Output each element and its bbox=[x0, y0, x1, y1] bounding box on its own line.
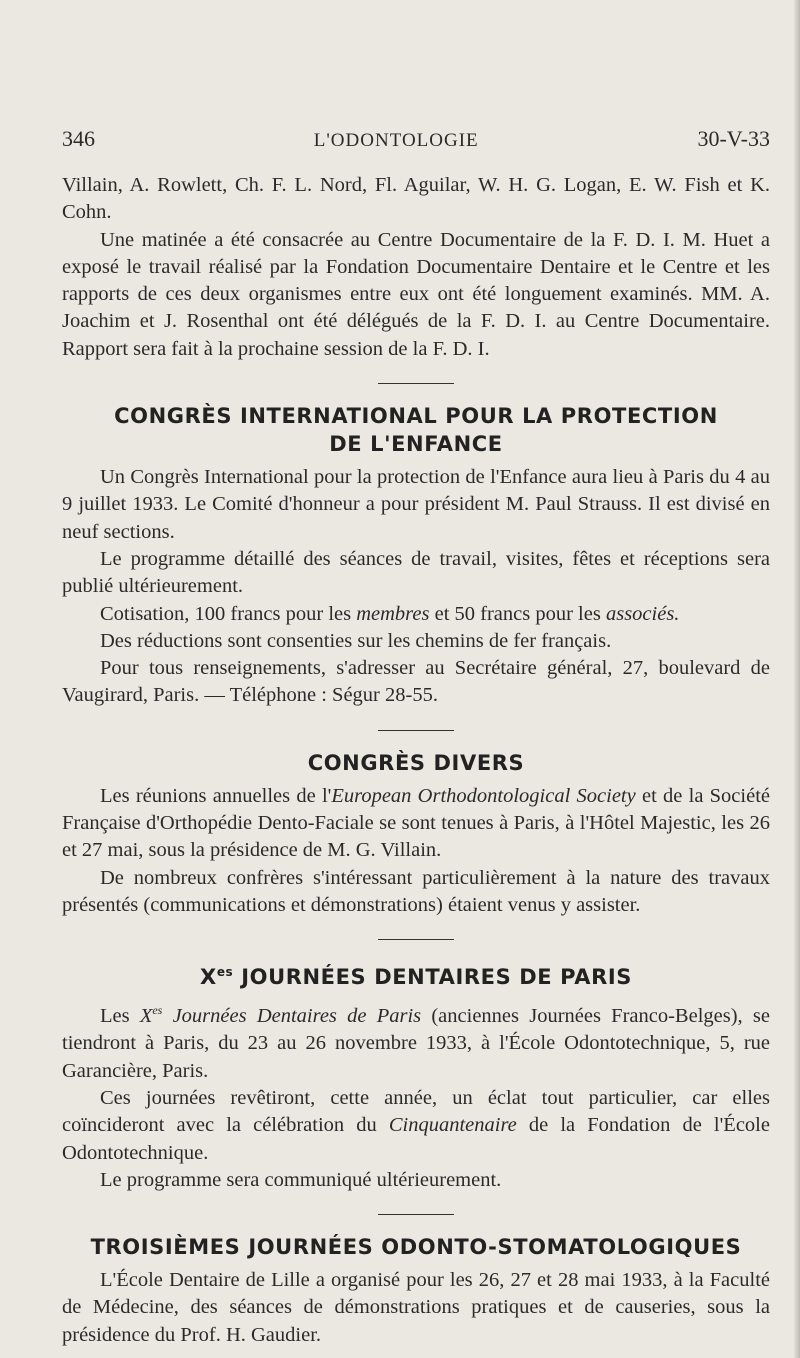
text-run: Cotisation, 100 francs pour les bbox=[100, 602, 357, 625]
heading-superscript: es bbox=[216, 965, 234, 980]
emphasis-journees: Journées Dentaires de Paris bbox=[162, 1005, 422, 1028]
issue-date: 30-V-33 bbox=[697, 126, 770, 151]
emphasis-associes: associés. bbox=[605, 602, 680, 625]
intro-paragraph-1: Villain, A. Rowlett, Ch. F. L. Nord, Fl. Aguilar, W. H. G. Logan, E. W. Fish et K. Cohn. bbox=[62, 174, 770, 224]
section-divider bbox=[378, 730, 454, 731]
text-run: de la Fondation de l'École Odontotechnique. bbox=[62, 1114, 770, 1164]
heading-rest: JOURNÉES DENTAIRES DE PARIS bbox=[233, 965, 632, 990]
enfance-paragraph-2: Le programme détaillé des séances de travail, visites, fêtes et réceptions sera publié ultérieurement. bbox=[62, 547, 770, 598]
emphasis-membres: membres bbox=[356, 602, 430, 625]
divers-paragraph-1 bbox=[62, 783, 770, 865]
journees-paragraph-2 bbox=[62, 1085, 770, 1167]
section-heading-odonto-stomatologiques: TROISIÈMES JOURNÉES ODONTO-STOMATOLOGIQUES bbox=[90, 1235, 742, 1260]
enfance-paragraph-3 bbox=[62, 601, 770, 628]
text-run: Ces journées revêtiront, cette année, un éclat tout particulier, car elles coïncideront avec la célébration du bbox=[62, 1086, 770, 1137]
enfance-paragraph-4: Des réductions sont consenties sur les chemins de fer français. bbox=[100, 629, 612, 652]
page-number: 346 bbox=[62, 126, 95, 151]
article-body bbox=[62, 172, 770, 1349]
heading-line-2: DE L'ENFANCE bbox=[329, 432, 503, 457]
heading-x: X bbox=[200, 965, 217, 990]
text-run: Les réunions annuelles de l' bbox=[100, 784, 332, 807]
section-divider bbox=[378, 1214, 454, 1215]
emphasis-x: X bbox=[139, 1005, 153, 1028]
page-edge-shadow bbox=[794, 0, 800, 1358]
emphasis-cinquantenaire: Cinquantenaire bbox=[388, 1114, 517, 1137]
page-header bbox=[62, 126, 770, 152]
enfance-paragraph-1: Un Congrès International pour la protection de l'Enfance aura lieu à Paris du 4 au 9 juillet 1933. Le Comité d'honneur a pour président M. Paul Strauss. Il est divisé en neuf sections. bbox=[62, 466, 770, 543]
text-run: et 50 francs pour les bbox=[429, 602, 606, 625]
journal-title: L'ODONTOLOGIE bbox=[313, 130, 479, 151]
heading-line-1: CONGRÈS INTERNATIONAL POUR LA PROTECTION bbox=[114, 404, 718, 429]
section-heading-journees-dentaires bbox=[62, 958, 770, 991]
enfance-paragraph-5: Pour tous renseignements, s'adresser au Secrétaire général, 27, boulevard de Vaugirard, Paris. — Téléphone : Ségur 28-55. bbox=[62, 657, 770, 707]
section-heading-congres-enfance bbox=[62, 402, 770, 458]
journees-paragraph-1 bbox=[62, 997, 770, 1085]
text-run: (anciennes Journées Franco-Belges), se tiendront à Paris, du 23 au 26 novembre 1933, à l'École Odontotechnique, 5, rue Garancière, Paris. bbox=[62, 1005, 770, 1082]
journees-paragraph-3: Le programme sera communiqué ultérieurement. bbox=[100, 1168, 502, 1191]
emphasis-superscript: es bbox=[152, 1003, 163, 1018]
section-divider bbox=[378, 939, 454, 940]
section-heading-congres-divers: CONGRÈS DIVERS bbox=[307, 750, 525, 775]
divers-paragraph-2: De nombreux confrères s'intéressant particulièrement à la nature des travaux présentés (communications et démonstrations) étaient venus y assister. bbox=[62, 866, 770, 916]
emphasis-society: European Orthodontological Society bbox=[331, 784, 636, 807]
intro-paragraph-2: Une matinée a été consacrée au Centre Documentaire de la F. D. I. M. Huet a exposé le travail réalisé par la Fondation Documentaire Dentaire et le Centre et les rapports de ces deux organismes entre eux ont été longuement examinés. MM. A. Joachim et J. Rosenthal ont été délégués de la F. D. I. au Centre Documentaire. Rapport sera fait à la prochaine session de la F. D. I. bbox=[62, 228, 770, 360]
text-run: et de la Société Française d'Orthopédie Dento-Faciale se sont tenues à Paris, à l'Hôtel Majestic, les 26 et 27 mai, sous la présidence de M. G. Villain. bbox=[62, 784, 770, 862]
text-run: Les bbox=[100, 1005, 140, 1028]
odonto-paragraph-1: L'École Dentaire de Lille a organisé pour les 26, 27 et 28 mai 1933, à la Faculté de Médecine, des séances de démonstrations pratiques et de causeries, sous la présidence du Prof. H. Gaudier. bbox=[62, 1269, 770, 1346]
section-divider bbox=[378, 383, 454, 384]
